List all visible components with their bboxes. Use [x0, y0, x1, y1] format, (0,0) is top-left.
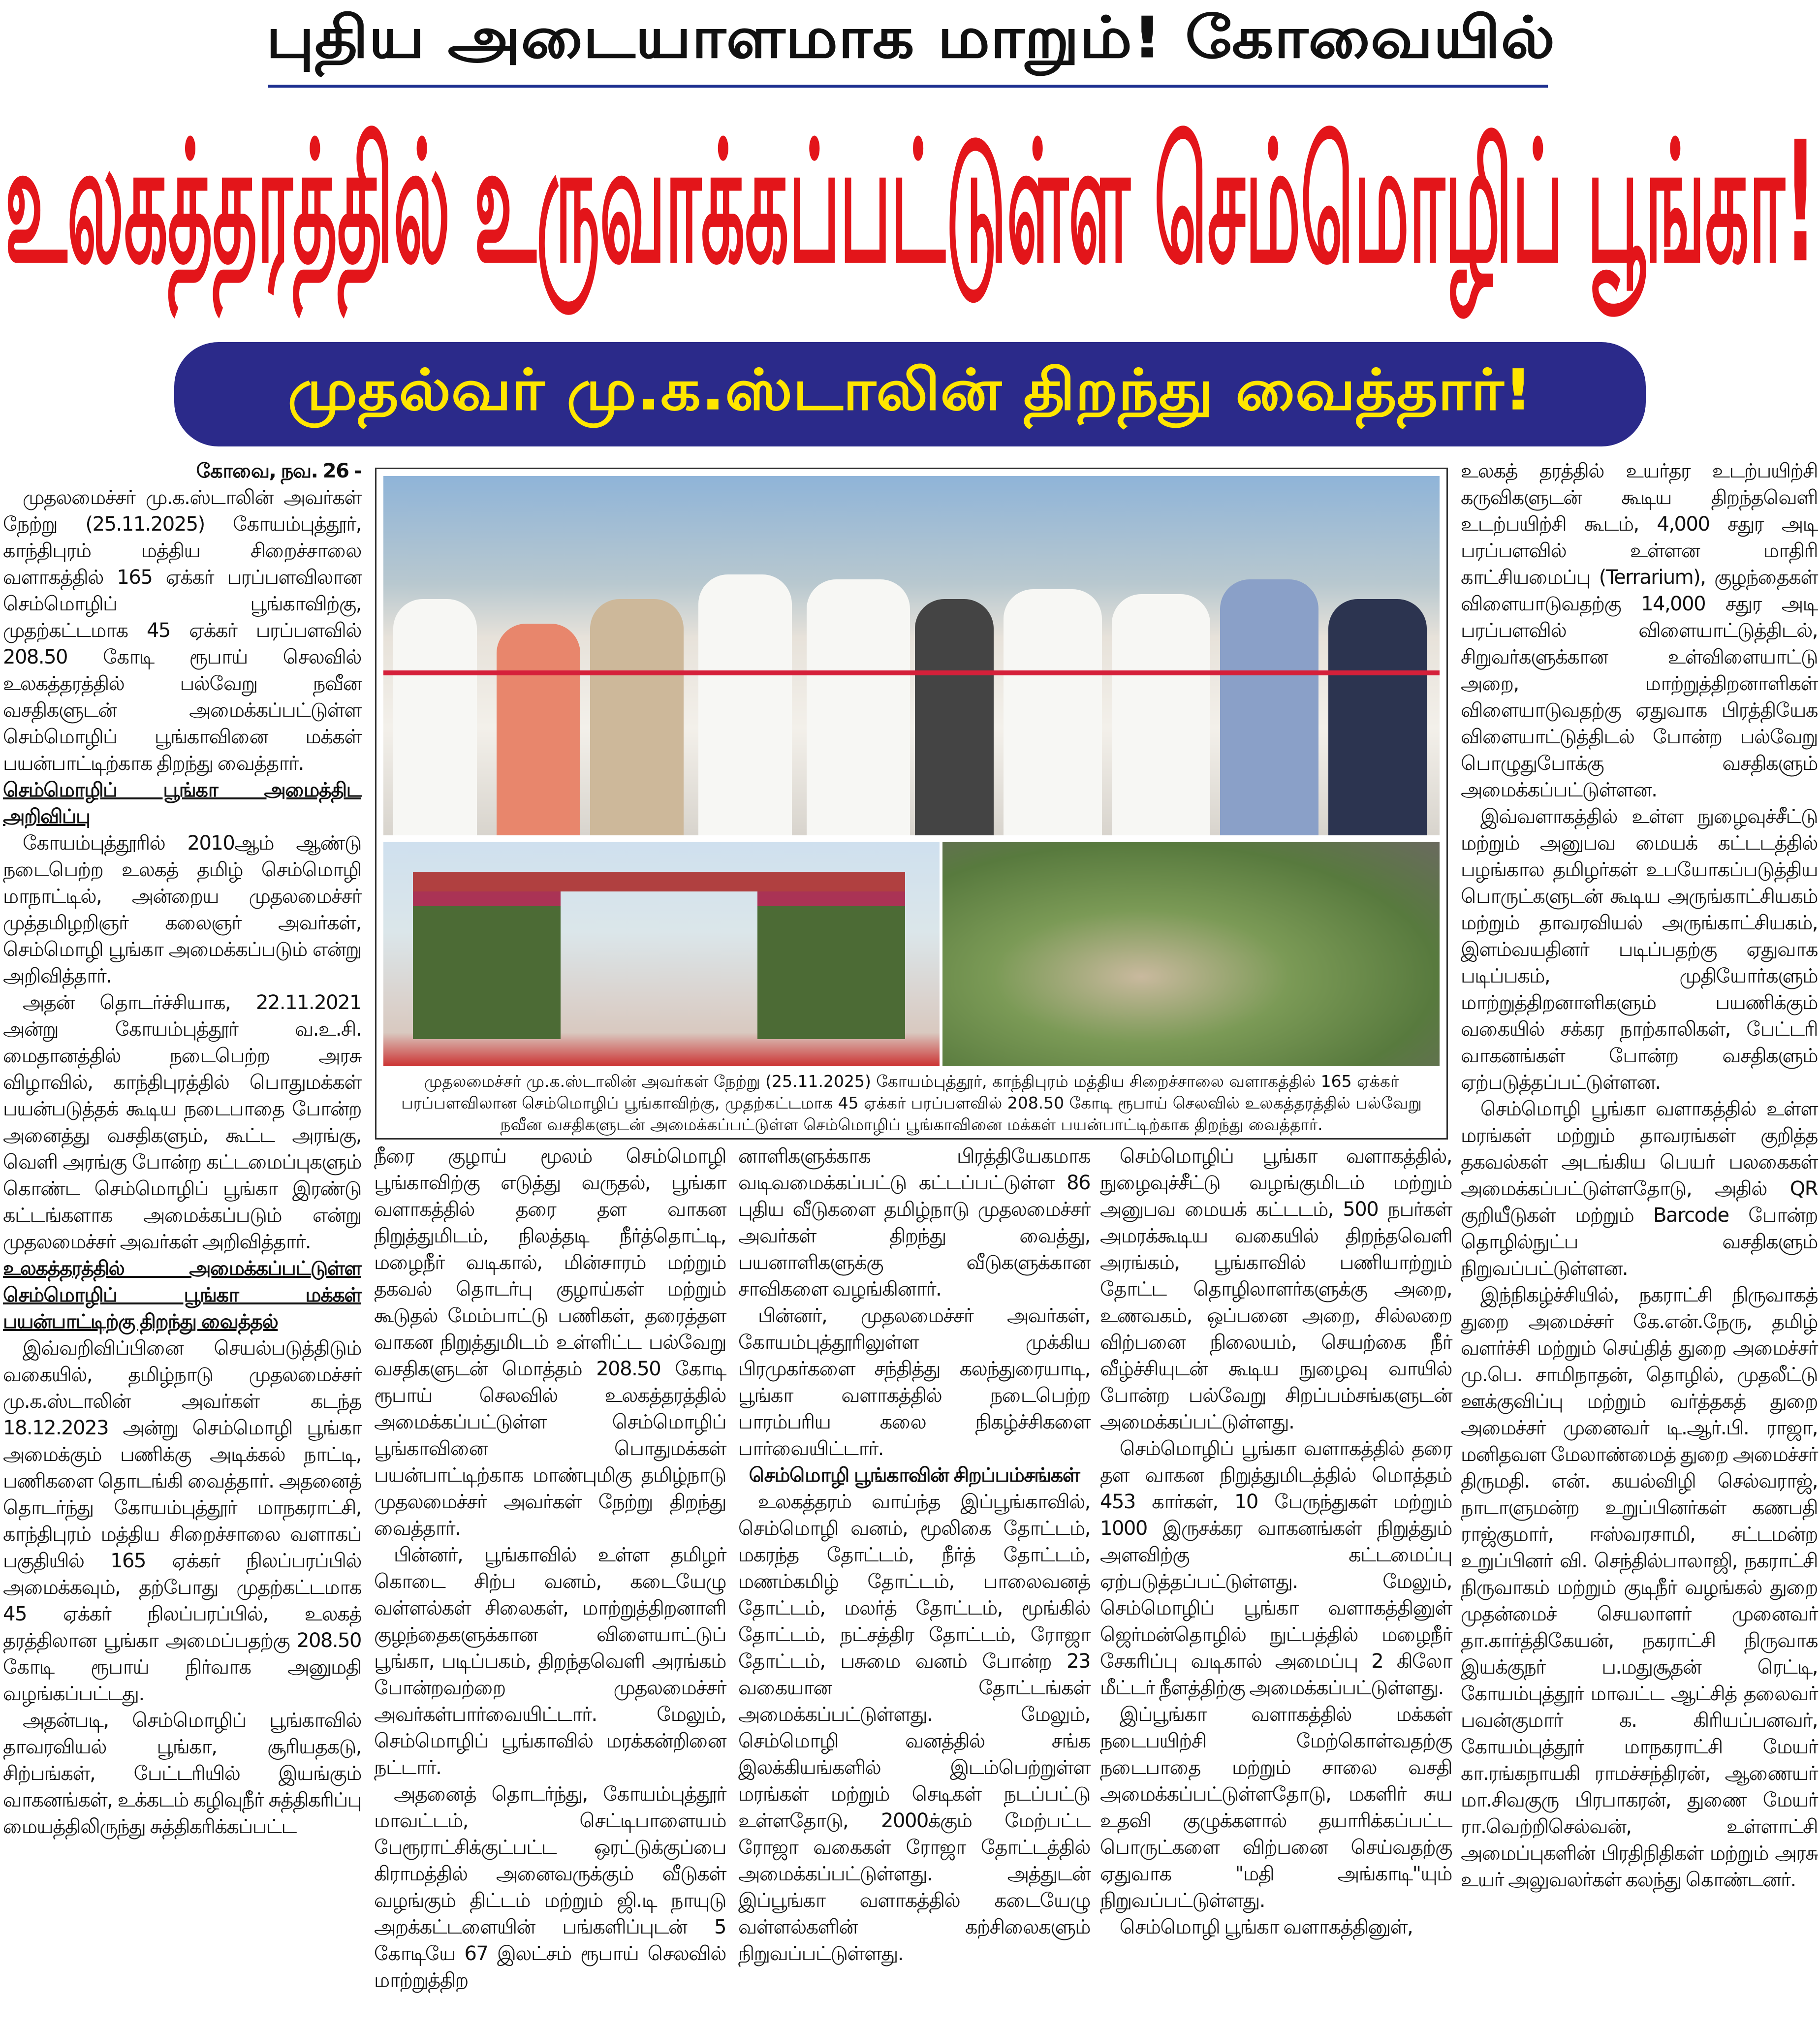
paragraph: னாளிகளுக்காக பிரத்தியேகமாக வடிவமைக்கப்பட்டு கட்டப்பட்டுள்ள 86 புதிய வீடுகளை தமிழ்நாடு முதலமைச்சர் அவர்கள் திறந்து வைத்து, பயனாளிகளுக்கு வீடுகளுக்கான சாவிகளை வழங்கினார். [738, 1145, 1090, 1301]
paragraph: செம்மொழி பூங்கா வளாகத்தில் உள்ள மரங்கள் மற்றும் தாவரங்கள் குறித்த தகவல்கள் அடங்கிய பெயர் பலகைகள் அமைக்கப்பட்டுள்ளதோடு, அதில் QR குறியீடுகள் மற்றும் Barcode போன்ற தொழில்நுட்ப வசதிகளும் நிறுவப்பட்டுள்ளன. [1461, 1098, 1818, 1280]
paragraph: பின்னர், முதலமைச்சர் அவர்கள், கோயம்புத்தூரிலுள்ள முக்கிய பிரமுகர்களை சந்தித்து கலந்துரையாடி, பூங்கா வளாகத்தில் நடைபெற்ற பாரம்பரிய கலை நிகழ்ச்சிகளை பார்வையிட்டார். [738, 1304, 1090, 1460]
dateline: கோவை, நவ. 26 - [196, 460, 361, 482]
kicker-headline: புதிய அடையாளமாக மாறும்! கோவையில் [266, 5, 1555, 71]
park-aerial-photo [942, 842, 1440, 1066]
paragraph: இப்பூங்கா வளாகத்தில் மக்கள் நடைபயிற்சி மேற்கொள்வதற்கு நடைபாதை மற்றும் சாலை வசதி அமைக்கப்பட்டுள்ளதோடு, மகளிர் சுய உதவி குழுக்களால் தயாரிக்கப்பட்ட பொருட்களை விற்பனை செய்வதற்கு ஏதுவாக "மதி அங்காடி"யும் நிறுவப்பட்டுள்ளது. [1100, 1703, 1452, 1912]
park-entrance-photo [383, 842, 940, 1066]
paragraph: கோயம்புத்தூரில் 2010ஆம் ஆண்டு நடைபெற்ற உலகத் தமிழ் செம்மொழி மாநாட்டில், அன்றைய முதலமைச்சர் முத்தமிழறிஞர் கலைஞர் அவர்கள், செம்மொழி பூங்கா அமைக்கப்படும் என்று அறிவித்தார். [3, 832, 361, 987]
divider [268, 85, 1548, 88]
ribbon [383, 670, 1440, 675]
paragraph: செம்மொழிப் பூங்கா வளாகத்தில் தரை தள வாகன நிறுத்துமிடத்தில் மொத்தம் 453 கார்கள், 10 பேருந்துகள் மற்றும் 1000 இருசக்கர வாகனங்கள் நிறுத்தும் அளவிற்கு கட்டமைப்பு ஏற்படுத்தப்பட்டுள்ளது. மேலும், செம்மொழிப் பூங்கா வளாகத்தினுள் ஜெர்மன்தொழில் நுட்பத்தில் மழைநீர் சேகரிப்பு வடிகால் அமைப்பு 2 கிலோ மீட்டர் நீளத்திற்கு அமைக்கப்பட்டுள்ளது. [1100, 1437, 1452, 1699]
paragraph: நீரை குழாய் மூலம் செம்மொழி பூங்காவிற்கு எடுத்து வருதல், பூங்கா வளாகத்தில் தரை தள வாகன நிறுத்துமிடம், நிலத்தடி நீர்த்தொட்டி, மழைநீர் வடிகால், மின்சாரம் மற்றும் தகவல் தொடர்பு குழாய்கள் மற்றும் கூடுதல் மேம்பாட்டு பணிகள், தரைத்தள வாகன நிறுத்துமிடம் உள்ளிட்ட பல்வேறு வசதிகளுடன் மொத்தம் 208.50 கோடி ரூபாய் செலவில் உலகத்தரத்தில் அமைக்கப்பட்டுள்ள செம்மொழிப் பூங்காவினை பொதுமக்கள் பயன்பாட்டிற்காக மாண்புமிகு தமிழ்நாடு முதலமைச்சர் அவர்கள் நேற்று திறந்து வைத்தார். [374, 1145, 726, 1540]
paragraph: இவ்வறிவிப்பினை செயல்படுத்திடும் வகையில், தமிழ்நாடு முதலமைச்சர் மு.க.ஸ்டாலின் அவர்கள் கடந்த 18.12.2023 அன்று செம்மொழி பூங்கா அமைக்கும் பணிக்கு அடிக்கல் நாட்டி, பணிகளை தொடங்கி வைத்தார். அதனைத் தொடர்ந்து கோயம்புத்தூர் மாநகராட்சி, காந்திபுரம் மத்திய சிறைச்சாலை வளாகப் பகுதியில் 165 ஏக்கர் நிலப்பரப்பில் அமைக்கவும், தற்போது முதற்கட்டமாக 45 ஏக்கர் நிலப்பரப்பில், உலகத் தரத்திலான பூங்கா அமைப்பதற்கு 208.50 கோடி ரூபாய் நிர்வாக அனுமதி வழங்கப்பட்டது. [3, 1337, 361, 1705]
paragraph: உலகத் தரத்தில் உயர்தர உடற்பயிற்சி கருவிகளுடன் கூடிய திறந்தவெளி உடற்பயிற்சி கூடம், 4,000 சதுர அடி பரப்பளவில் உள்ளன மாதிரி காட்சியமைப்பு (Terrarium), குழந்தைகள் விளையாடுவதற்கு 14,000 சதுர அடி பரப்பளவில் விளையாட்டுத்திடல், சிறுவர்களுக்கான உள்விளையாட்டு அறை, மாற்றுத்திறனாளிகள் விளையாடுவதற்கு ஏதுவாக பிரத்தியேக விளையாட்டுத்திடல் போன்ற பல்வேறு பொழுதுபோக்கு வசதிகளும் அமைக்கப்பட்டுள்ளன. [1461, 460, 1818, 801]
section-heading: செம்மொழிப் பூங்கா அமைத்திட அறிவிப்பு [3, 779, 361, 828]
banner-text: முதல்வர் மு.க.ஸ்டாலின் திறந்து வைத்தார்! [287, 357, 1533, 423]
inauguration-photo [383, 476, 1440, 835]
paragraph: உலகத்தரம் வாய்ந்த இப்பூங்காவில், செம்மொழி வனம், மூலிகை தோட்டம், மகரந்த தோட்டம், நீர்த் தோட்டம், மணம்கமிழ் தோட்டம், பாலைவனத் தோட்டம், மலர்த் தோட்டம், மூங்கில் தோட்டம், நட்சத்திர தோட்டம், ரோஜா தோட்டம், பசுமை வனம் போன்ற 23 வகையான தோட்டங்கள் அமைக்கப்பட்டுள்ளது. மேலும், செம்மொழி வனத்தில் சங்க இலக்கியங்களில் இடம்பெற்றுள்ள மரங்கள் மற்றும் செடிகள் நடப்பட்டு உள்ளதோடு, 2000க்கும் மேற்பட்ட ரோஜா வகைகள் ரோஜா தோட்டத்தில் அமைக்கப்பட்டுள்ளது. அத்துடன் இப்பூங்கா வளாகத்தில் கடையேழு வள்ளல்களின் கற்சிலைகளும் நிறுவப்பட்டுள்ளது. [738, 1491, 1090, 1965]
main-headline: உலகத்தரத்தில் உருவாக்கப்பட்டுள்ள செம்மொழிப் பூங்கா! [5, 106, 1816, 300]
article-column-4 [1100, 1143, 1452, 1940]
paragraph: இந்நிகழ்ச்சியில், நகராட்சி நிருவாகத் துறை அமைச்சர் கே.என்.நேரு, தமிழ் வளர்ச்சி மற்றும் செய்தித் துறை அமைச்சர் மு.பெ. சாமிநாதன், தொழில், முதலீட்டு ஊக்குவிப்பு மற்றும் வர்த்தகத் துறை அமைச்சர் முனைவர் டி.ஆர்.பி. ராஜா, மனிதவள மேலாண்மைத் துறை அமைச்சர் திருமதி. என். கயல்விழி செல்வராஜ், நாடாளுமன்ற உறுப்பினர்கள் கணபதி ராஜ்குமார், ஈஸ்வரசாமி, சட்டமன்ற உறுப்பினர் வி. செந்தில்பாலாஜி, நகராட்சி நிருவாகம் மற்றும் குடிநீர் வழங்கல் துறை முதன்மைச் செயலாளர் முனைவர் தா.கார்த்திகேயன், நகராட்சி நிருவாக இயக்குநர் ப.மதுசூதன் ரெட்டி, கோயம்புத்தூர் மாவட்ட ஆட்சித் தலைவர் பவன்குமார் க. கிரியப்பனவர், கோயம்புத்தூர் மாநகராட்சி மேயர் கா.ரங்கநாயகி ராமச்சந்திரன், ஆணையர் மா.சிவகுரு பிரபாகரன், துணை மேயர் ரா.வெற்றிசெல்வன், உள்ளாட்சி அமைப்புகளின் பிரதிநிதிகள் மற்றும் அரசு உயர் அலுவலர்கள் கலந்து கொண்டனர். [1461, 1284, 1818, 1891]
paragraph: பின்னர், பூங்காவில் உள்ள தமிழர் கொடை சிற்ப வனம், கடையேழு வள்ளல்கள் சிலைகள், மாற்றுத்திறனாளி குழந்தைகளுக்கான விளையாட்டுப் பூங்கா, படிப்பகம், திறந்தவெளி அரங்கம் போன்றவற்றை முதலமைச்சர் அவர்கள்பார்வையிட்டார். மேலும், செம்மொழிப் பூங்காவில் மரக்கன்றினை நட்டார். [374, 1544, 726, 1779]
article-column-1 [3, 458, 361, 1840]
article-column-5 [1461, 458, 1818, 1893]
section-heading: உலகத்தரத்தில் அமைக்கப்பட்டுள்ள செம்மொழிப் பூங்கா மக்கள் பயன்பாட்டிற்கு திறந்து வைத்தல் [3, 1257, 361, 1333]
photo-caption: முதலமைச்சர் மு.க.ஸ்டாலின் அவர்கள் நேற்று (25.11.2025) கோயம்புத்தூர், காந்திபுரம் மத்திய சிறைச்சாலை வளாகத்தில் 165 ஏக்கர் பரப்பளவிலான செம்மொழிப் பூங்காவிற்கு, முதற்கட்டமாக 45 ஏக்கர் பரப்பளவில் 208.50 கோடி ரூபாய் செலவில் உலகத்தரத்தில் பல்வேறு நவீன வசதிகளுடன் அமைக்கப்பட்டுள்ள செம்மொழிப் பூங்காவினை மக்கள் பயன்பாட்டிற்காக திறந்து வைத்தார். [401, 1072, 1422, 1134]
paragraph: அதன்படி, செம்மொழிப் பூங்காவில் தாவரவியல் பூங்கா, சூரியதகடு, சிற்பங்கள், பேட்டரியில் இயங்கும் வாகனங்கள், உக்கடம் கழிவுநீர் சுத்திகரிப்பு மையத்திலிருந்து சுத்திகரிக்கப்பட்ட [3, 1709, 361, 1838]
section-heading: செம்மொழி பூங்காவின் சிறப்பம்சங்கள் [749, 1464, 1080, 1487]
paragraph: இவ்வளாகத்தில் உள்ள நுழைவுச்சீட்டு மற்றும் அனுபவ மையக் கட்டடத்தில் பழங்கால தமிழர்கள் உபயோகப்படுத்திய பொருட்களுடன் கூடிய அருங்காட்சியகம் மற்றும் தாவரவியல் அருங்காட்சியகம், இளம்வயதினர் படிப்பதற்கு ஏதுவாக படிப்பகம், முதியோர்களும் மாற்றுத்திறனாளிகளும் பயணிக்கும் வகையில் சக்கர நாற்காலிகள், பேட்டரி வாகனங்கள் போன்ற வசதிகளும் ஏற்படுத்தப்பட்டுள்ளன. [1461, 805, 1818, 1094]
paragraph: அதன் தொடர்ச்சியாக, 22.11.2021 அன்று கோயம்புத்தூர் வ.உ.சி. மைதானத்தில் நடைபெற்ற அரசு விழாவில், காந்திபுரத்தில் பொதுமக்கள் பயன்படுத்தக் கூடிய நடைபாதை போன்ற அனைத்து வசதிகளும், கூட்ட அரங்கு, வெளி அரங்கு போன்ற கட்டமைப்புகளும் கொண்ட செம்மொழிப் பூங்கா இரண்டு கட்டங்களாக அமைக்கப்படும் என்று முதலமைச்சர் அவர்கள் அறிவித்தார். [3, 991, 361, 1253]
article-column-3 [738, 1143, 1090, 1967]
photo-box [375, 468, 1448, 1140]
article-column-2 [374, 1143, 726, 1994]
paragraph: செம்மொழி பூங்கா வளாகத்தினுள், [1120, 1916, 1413, 1938]
subheadline-banner [174, 342, 1646, 446]
paragraph: முதலமைச்சர் மு.க.ஸ்டாலின் அவர்கள் நேற்று (25.11.2025) கோயம்புத்தூர், காந்திபுரம் மத்திய சிறைச்சாலை வளாகத்தில் 165 ஏக்கர் பரப்பளவிலான செம்மொழிப் பூங்காவிற்கு, முதற்கட்டமாக 45 ஏக்கர் பரப்பளவில் 208.50 கோடி ரூபாய் செலவில் உலகத்தரத்தில் பல்வேறு நவீன வசதிகளுடன் அமைக்கப்பட்டுள்ள செம்மொழிப் பூங்காவினை மக்கள் பயன்பாட்டிற்காக திறந்து வைத்தார். [3, 486, 361, 775]
paragraph: அதனைத் தொடர்ந்து, கோயம்புத்தூர் மாவட்டம், செட்டிபாளையம் பேரூராட்சிக்குட்பட்ட ஒரட்டுக்குப்பை கிராமத்தில் அனைவருக்கும் வீடுகள் வழங்கும் திட்டம் மற்றும் ஜி.டி நாயுடு அறக்கட்டளையின் பங்களிப்புடன் 5 கோடியே 67 இலட்சம் ரூபாய் செலவில் மாற்றுத்திற [374, 1783, 726, 1992]
paragraph: செம்மொழிப் பூங்கா வளாகத்தில், நுழைவுச்சீட்டு வழங்குமிடம் மற்றும் அனுபவ மையக் கட்டடம், 500 நபர்கள் அமரக்கூடிய வகையில் திறந்தவெளி அரங்கம், பூங்காவில் பணியாற்றும் தோட்ட தொழிலாளர்களுக்கு அறை, உணவகம், ஒப்பனை அறை, சில்லறை விற்பனை நிலையம், செயற்கை நீர் வீழ்ச்சியுடன் கூடிய நுழைவு வாயில் போன்ற பல்வேறு சிறப்பம்சங்களுடன் அமைக்கப்பட்டுள்ளது. [1100, 1145, 1452, 1433]
